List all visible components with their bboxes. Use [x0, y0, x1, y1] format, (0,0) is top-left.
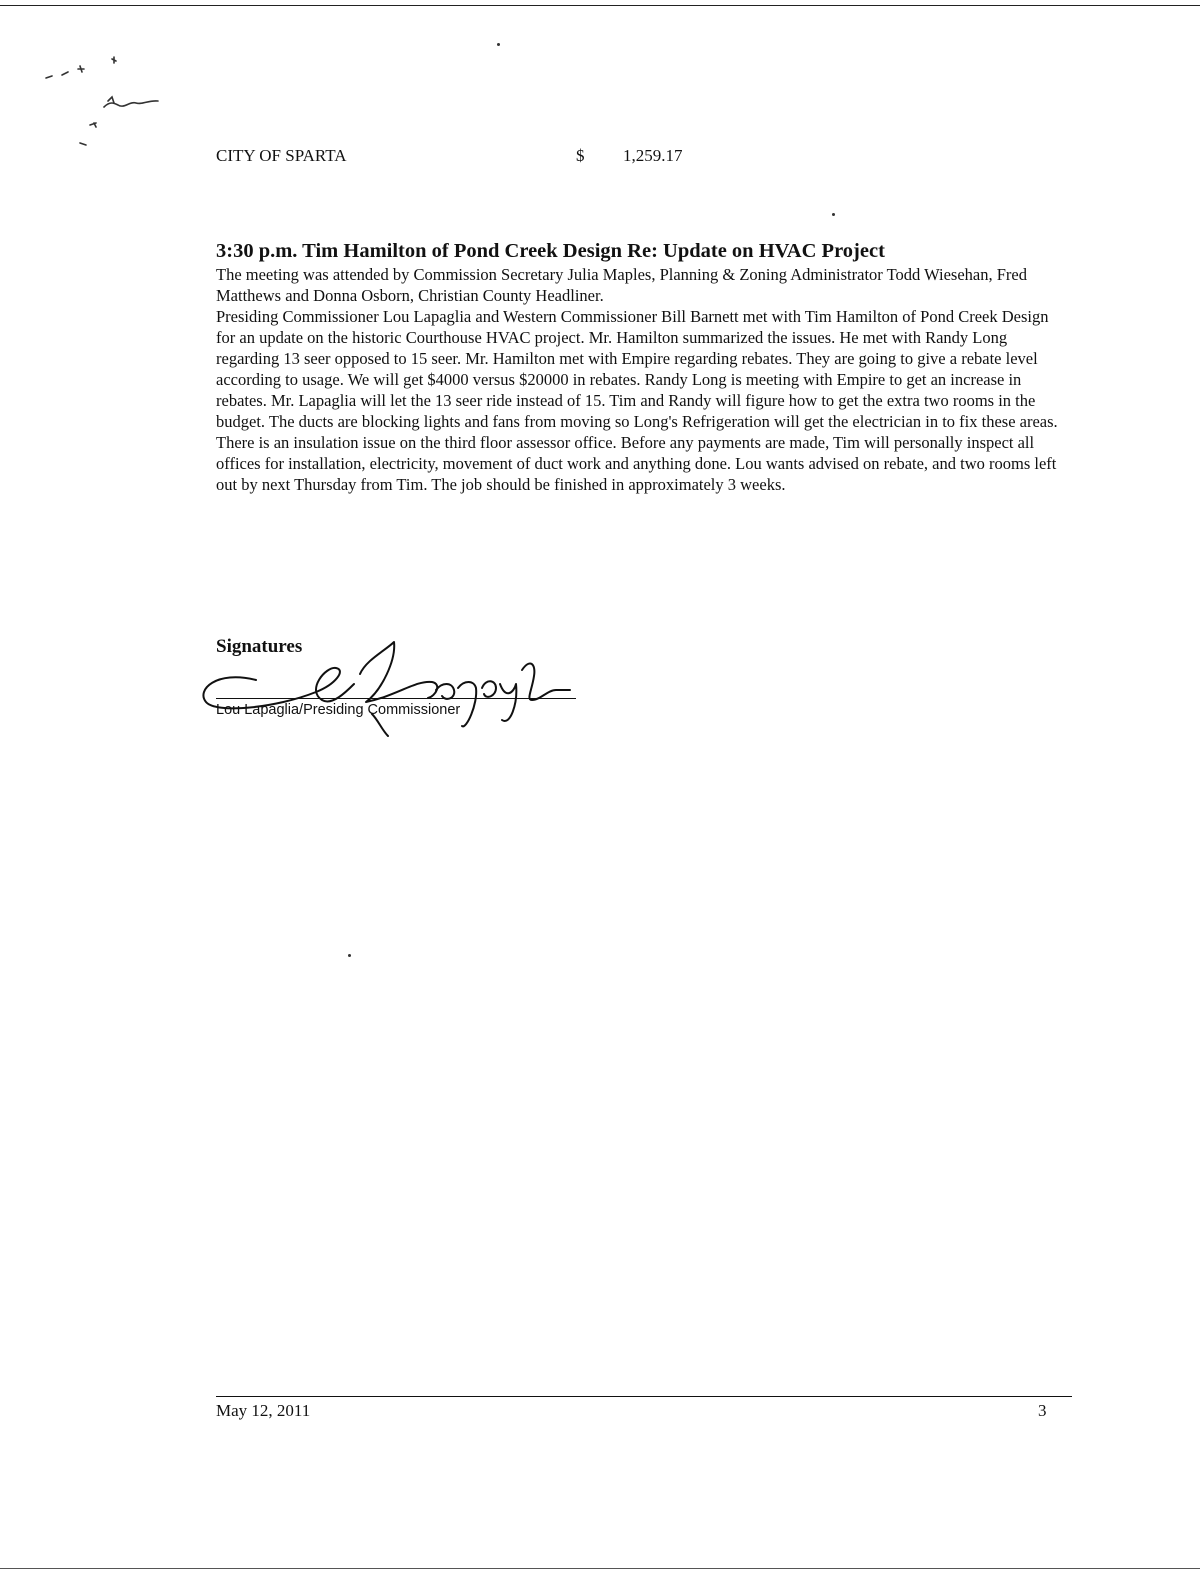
ledger-currency-symbol: $ [576, 146, 585, 165]
footer-date: May 12, 2011 [216, 1401, 311, 1420]
scan-speck [348, 954, 351, 957]
scan-speck [497, 43, 500, 46]
footer-rule [216, 1396, 1072, 1397]
ledger-amount: 1,259.17 [623, 146, 683, 165]
scan-border-top [0, 5, 1200, 6]
signature-caption: Lou Lapaglia/Presiding Commissioner [216, 702, 461, 718]
summary-paragraph: Presiding Commissioner Lou Lapaglia and Western Commissioner Bill Barnett met with Tim Hamilton of Pond Creek Design for an update on the historic Courthouse HVAC project. Mr. Hamilton summarized the issues. He met with Randy Long regarding 13 seer opposed to 15 seer. Mr. Hamilton met with Empire regarding rebates. They are going to give a rebate level according to usage. We will get $4000 versus $20000 in rebates. Randy Long is meeting with Empire to get an increase in rebates. Mr. Lapaglia will let the 13 seer ride instead of 15. Tim and Randy will figure how to get the extra two rooms in the budget. The ducts are blocking lights and fans from moving so Long's Refrigeration will get the electrician in to fix these areas. There is an insulation issue on the third floor assessor office. Before any payments are made, Tim will personally inspect all offices for installation, electricity, movement of duct work and anything done. Lou wants advised on rebate, and two rooms left out by next Thursday from Tim. The job should be finished in approximately 3 weeks. [216, 307, 1058, 494]
meeting-heading: 3:30 p.m. Tim Hamilton of Pond Creek Design Re: Update on HVAC Project [216, 240, 885, 262]
signature-block [196, 630, 596, 740]
attendance-paragraph: The meeting was attended by Commission Secretary Julia Maples, Planning & Zoning Administrator Todd Wiesehan, Fred Matthews and Donna Osborn, Christian County Headliner. [216, 265, 1027, 305]
handwritten-signature-icon [196, 630, 596, 740]
page-number: 3 [1038, 1401, 1047, 1420]
signatures-heading: Signatures [216, 636, 303, 657]
scan-speck [832, 213, 835, 216]
ledger-payee: CITY OF SPARTA [216, 146, 347, 165]
scan-border-bottom [0, 1568, 1200, 1569]
ledger-row [216, 146, 736, 170]
scan-noise-icon [40, 45, 200, 165]
